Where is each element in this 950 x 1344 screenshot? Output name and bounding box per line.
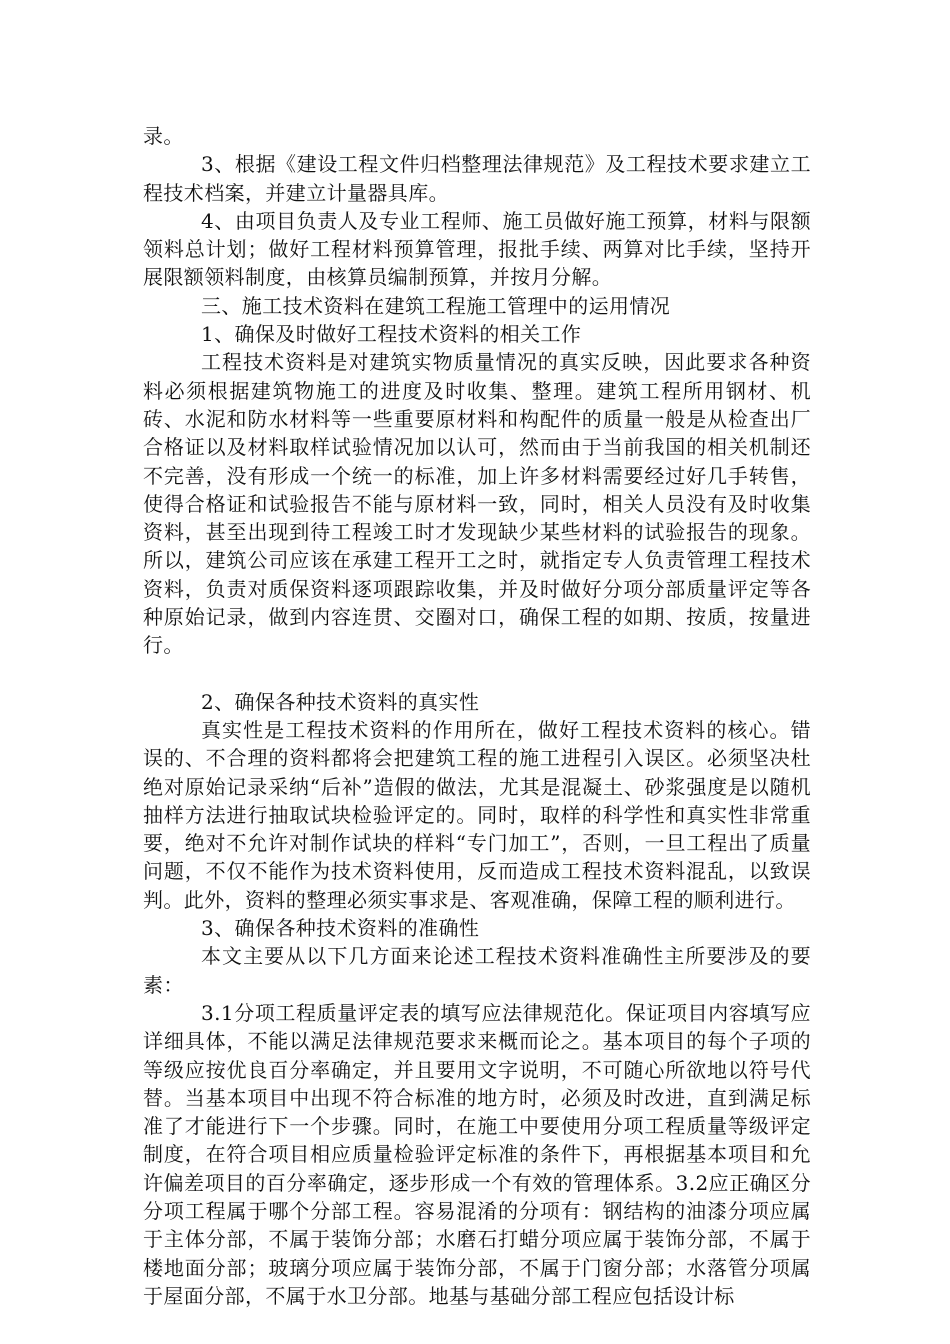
subheading-1: 1、确保及时做好工程技术资料的相关工作	[201, 322, 582, 347]
section-heading-3: 三、施工技术资料在建筑工程施工管理中的运用情况	[201, 293, 671, 318]
paragraph-continuation: 录。	[143, 124, 184, 148]
paragraph-item-3: 3、根据《建设工程文件归档整理法律规范》及工程技术要求建立工程技术档案，并建立计量器具库。	[143, 152, 811, 205]
paragraph-gap	[143, 660, 811, 688]
subheading-3: 3、确保各种技术资料的准确性	[201, 916, 480, 941]
document-body	[143, 122, 811, 1310]
paragraph-accuracy-intro: 本文主要从以下几方面来论述工程技术资料准确性主所要涉及的要素：	[143, 944, 811, 997]
paragraph-authenticity: 真实性是工程技术资料的作用所在，做好工程技术资料的核心。错误的、不合理的资料都将会把建筑工程的施工进程引入误区。必须坚决杜绝对原始记录采纳“后补”造假的做法，尤其是混凝土、砂浆强度是以随机抽样方法进行抽取试块检验评定的。同时，取样的科学性和真实性非常重要，绝对不允许对制作试块的样料“专门加工”，否则，一旦工程出了质量问题，不仅不能作为技术资料使用，反而造成工程技术资料混乱，以致误判。此外，资料的整理必须实事求是、客观准确，保障工程的顺利进行。	[143, 717, 811, 912]
paragraph-item-4: 4、由项目负责人及专业工程师、施工员做好施工预算，材料与限额领料总计划；做好工程材料预算管理，报批手续、两算对比手续，坚持开展限额领料制度，由核算员编制预算，并按月分解。	[143, 208, 811, 290]
paragraph-timeliness: 工程技术资料是对建筑实物质量情况的真实反映，因此要求各种资料必须根据建筑物施工的进度及时收集、整理。建筑工程所用钢材、机砖、水泥和防水材料等一些重要原材料和构配件的质量一般是从检查出厂合格证以及材料取样试验情况加以认可，然而由于当前我国的相关机制还不完善，没有形成一个统一的标准，加上许多材料需要经过好几手转售，使得合格证和试验报告不能与原材料一致，同时，相关人员没有及时收集资料，甚至出现到待工程竣工时才发现缺少某些材料的试验报告的现象。所以，建筑公司应该在承建工程开工之时，就指定专人负责管理工程技术资料，负责对质保资料逐项跟踪收集，并及时做好分项分部质量评定等各种原始记录，做到内容连贯、交圈对口，确保工程的如期、按质，按量进行。	[143, 350, 811, 658]
paragraph-accuracy-details: 3.1分项工程质量评定表的填写应法律规范化。保证项目内容填写应详细具体，不能以满足法律规范要求来概而论之。基本项目的每个子项的等级应按优良百分率确定，并且要用文字说明，不可随心所欲地以符号代替。当基本项目中出现不符合标准的地方时，必须及时改进，直到满足标准了才能进行下一个步骤。同时，在施工中要使用分项工程质量等级评定制度，在符合项目相应质量检验评定标准的条件下，再根据基本项目和允许偏差项目的百分率确定，逐步形成一个有效的管理体系。3.2应正确区分分项工程属于哪个分部工程。容易混淆的分项有：钢结构的油漆分项应属于主体分部，不属于装饰分部；水磨石打蜡分项应属于装饰分部，不属于楼地面分部；玻璃分项应属于装饰分部，不属于门窗分部；水落管分项属于屋面分部，不属于水卫分部。地基与基础分部工程应包括设计标	[143, 1000, 811, 1308]
subheading-2: 2、确保各种技术资料的真实性	[201, 689, 480, 714]
